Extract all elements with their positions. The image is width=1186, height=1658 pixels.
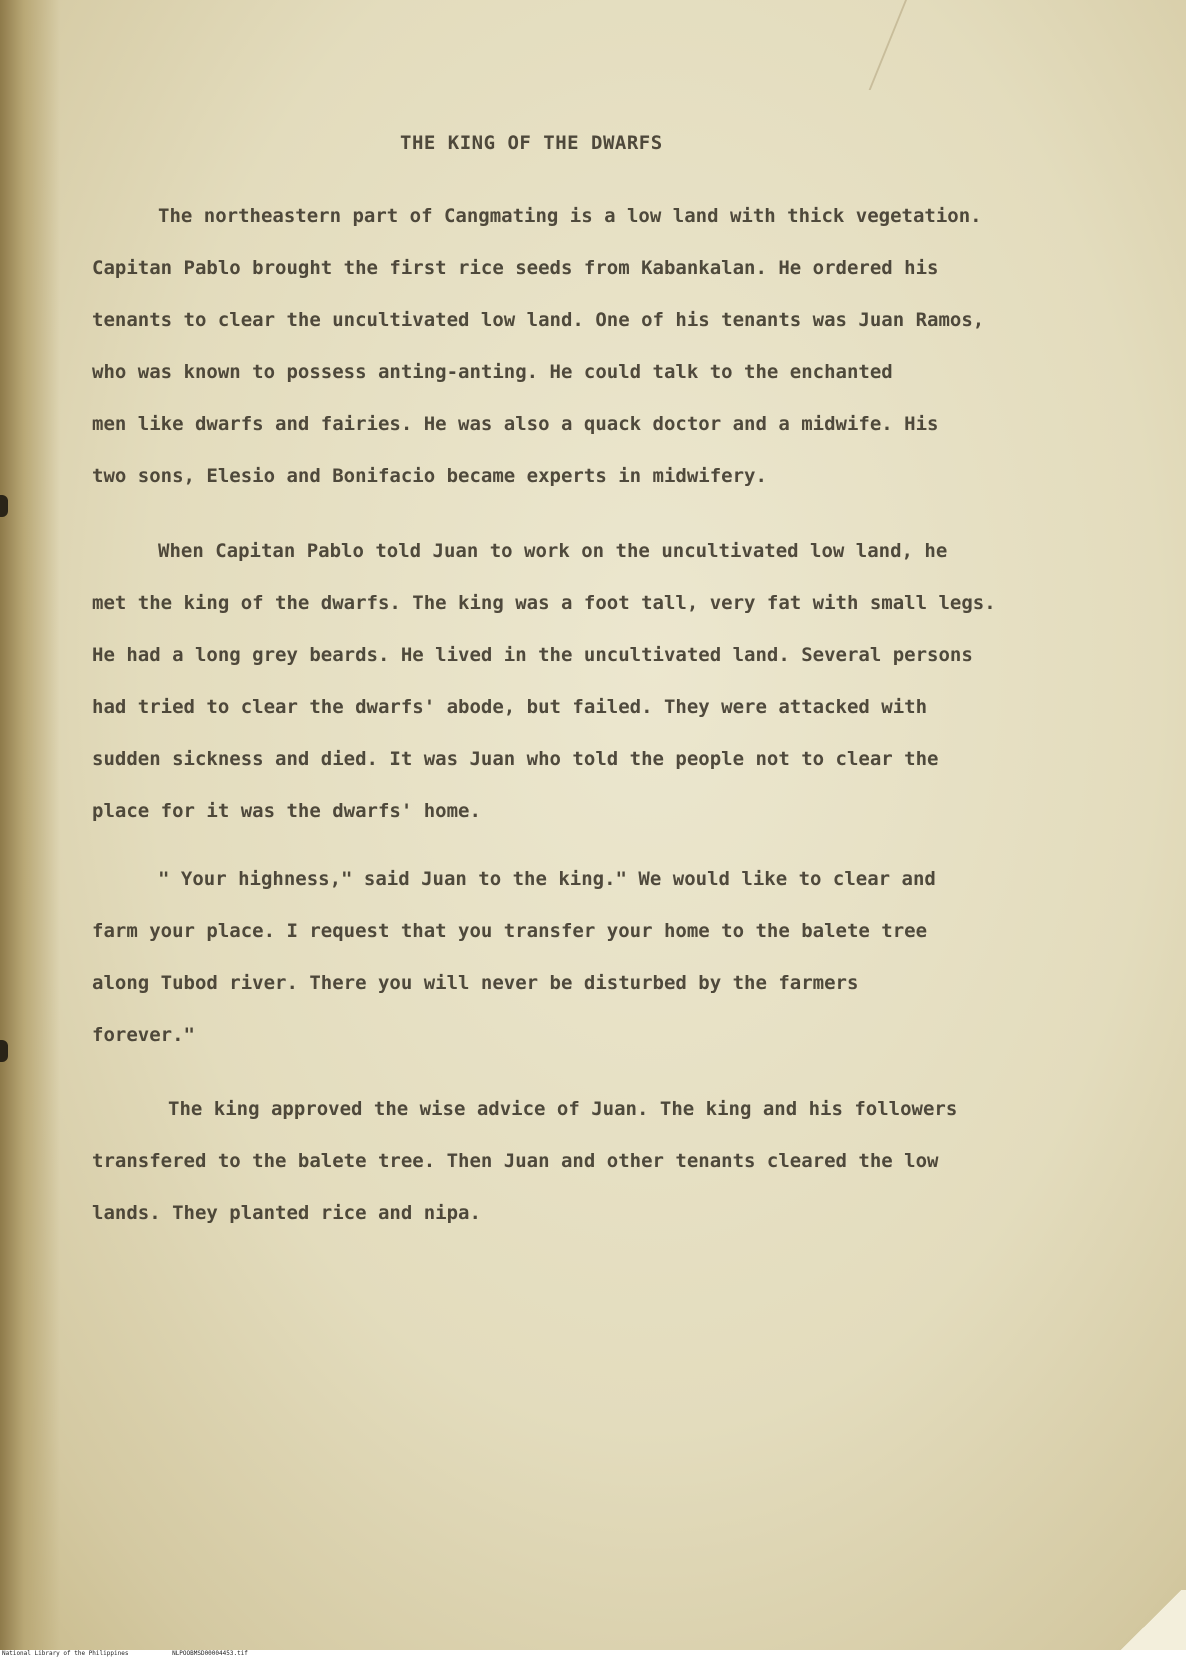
binding-hole-mark [0,495,8,517]
page-edge-shadow [0,0,60,1650]
text-line: " Your highness," said Juan to the king." We would like to clear and [158,868,936,890]
text-line: Capitan Pablo brought the first rice seeds from Kabankalan. He ordered his [92,257,939,279]
text-line: The king approved the wise advice of Juan. The king and his followers [168,1098,958,1120]
paper-crease [869,0,977,90]
text-line: along Tubod river. There you will never be disturbed by the farmers [92,972,859,994]
library-credit: National Library of the Philippines [2,1650,129,1657]
text-line: sudden sickness and died. It was Juan who told the people not to clear the [92,748,939,770]
page-title: THE KING OF THE DWARFS [400,132,663,154]
text-line: farm your place. I request that you transfer your home to the balete tree [92,920,928,942]
text-line: two sons, Elesio and Bonifacio became experts in midwifery. [92,465,767,487]
scan-footer [0,1650,1186,1658]
binding-hole-mark [0,1040,8,1062]
text-line: met the king of the dwarfs. The king was a foot tall, very fat with small legs. [92,592,996,614]
text-line: place for it was the dwarfs' home. [92,800,481,822]
text-line: When Capitan Pablo told Juan to work on the uncultivated low land, he [158,540,948,562]
text-line: had tried to clear the dwarfs' abode, but failed. They were attacked with [92,696,928,718]
text-line: who was known to possess anting-anting. He could talk to the enchanted [92,361,893,383]
text-line: The northeastern part of Cangmating is a low land with thick vegetation. [158,205,982,227]
text-line: He had a long grey beards. He lived in the uncultivated land. Several persons [92,644,973,666]
torn-corner [1116,1590,1186,1650]
text-line: transfered to the balete tree. Then Juan and other tenants cleared the low [92,1150,939,1172]
text-line: tenants to clear the uncultivated low land. One of his tenants was Juan Ramos, [92,309,985,331]
text-line: lands. They planted rice and nipa. [92,1202,481,1224]
text-line: forever." [92,1024,195,1046]
scan-file-id: NLPOOBMSD00004453.tif [172,1650,248,1657]
text-line: men like dwarfs and fairies. He was also a quack doctor and a midwife. His [92,413,939,435]
